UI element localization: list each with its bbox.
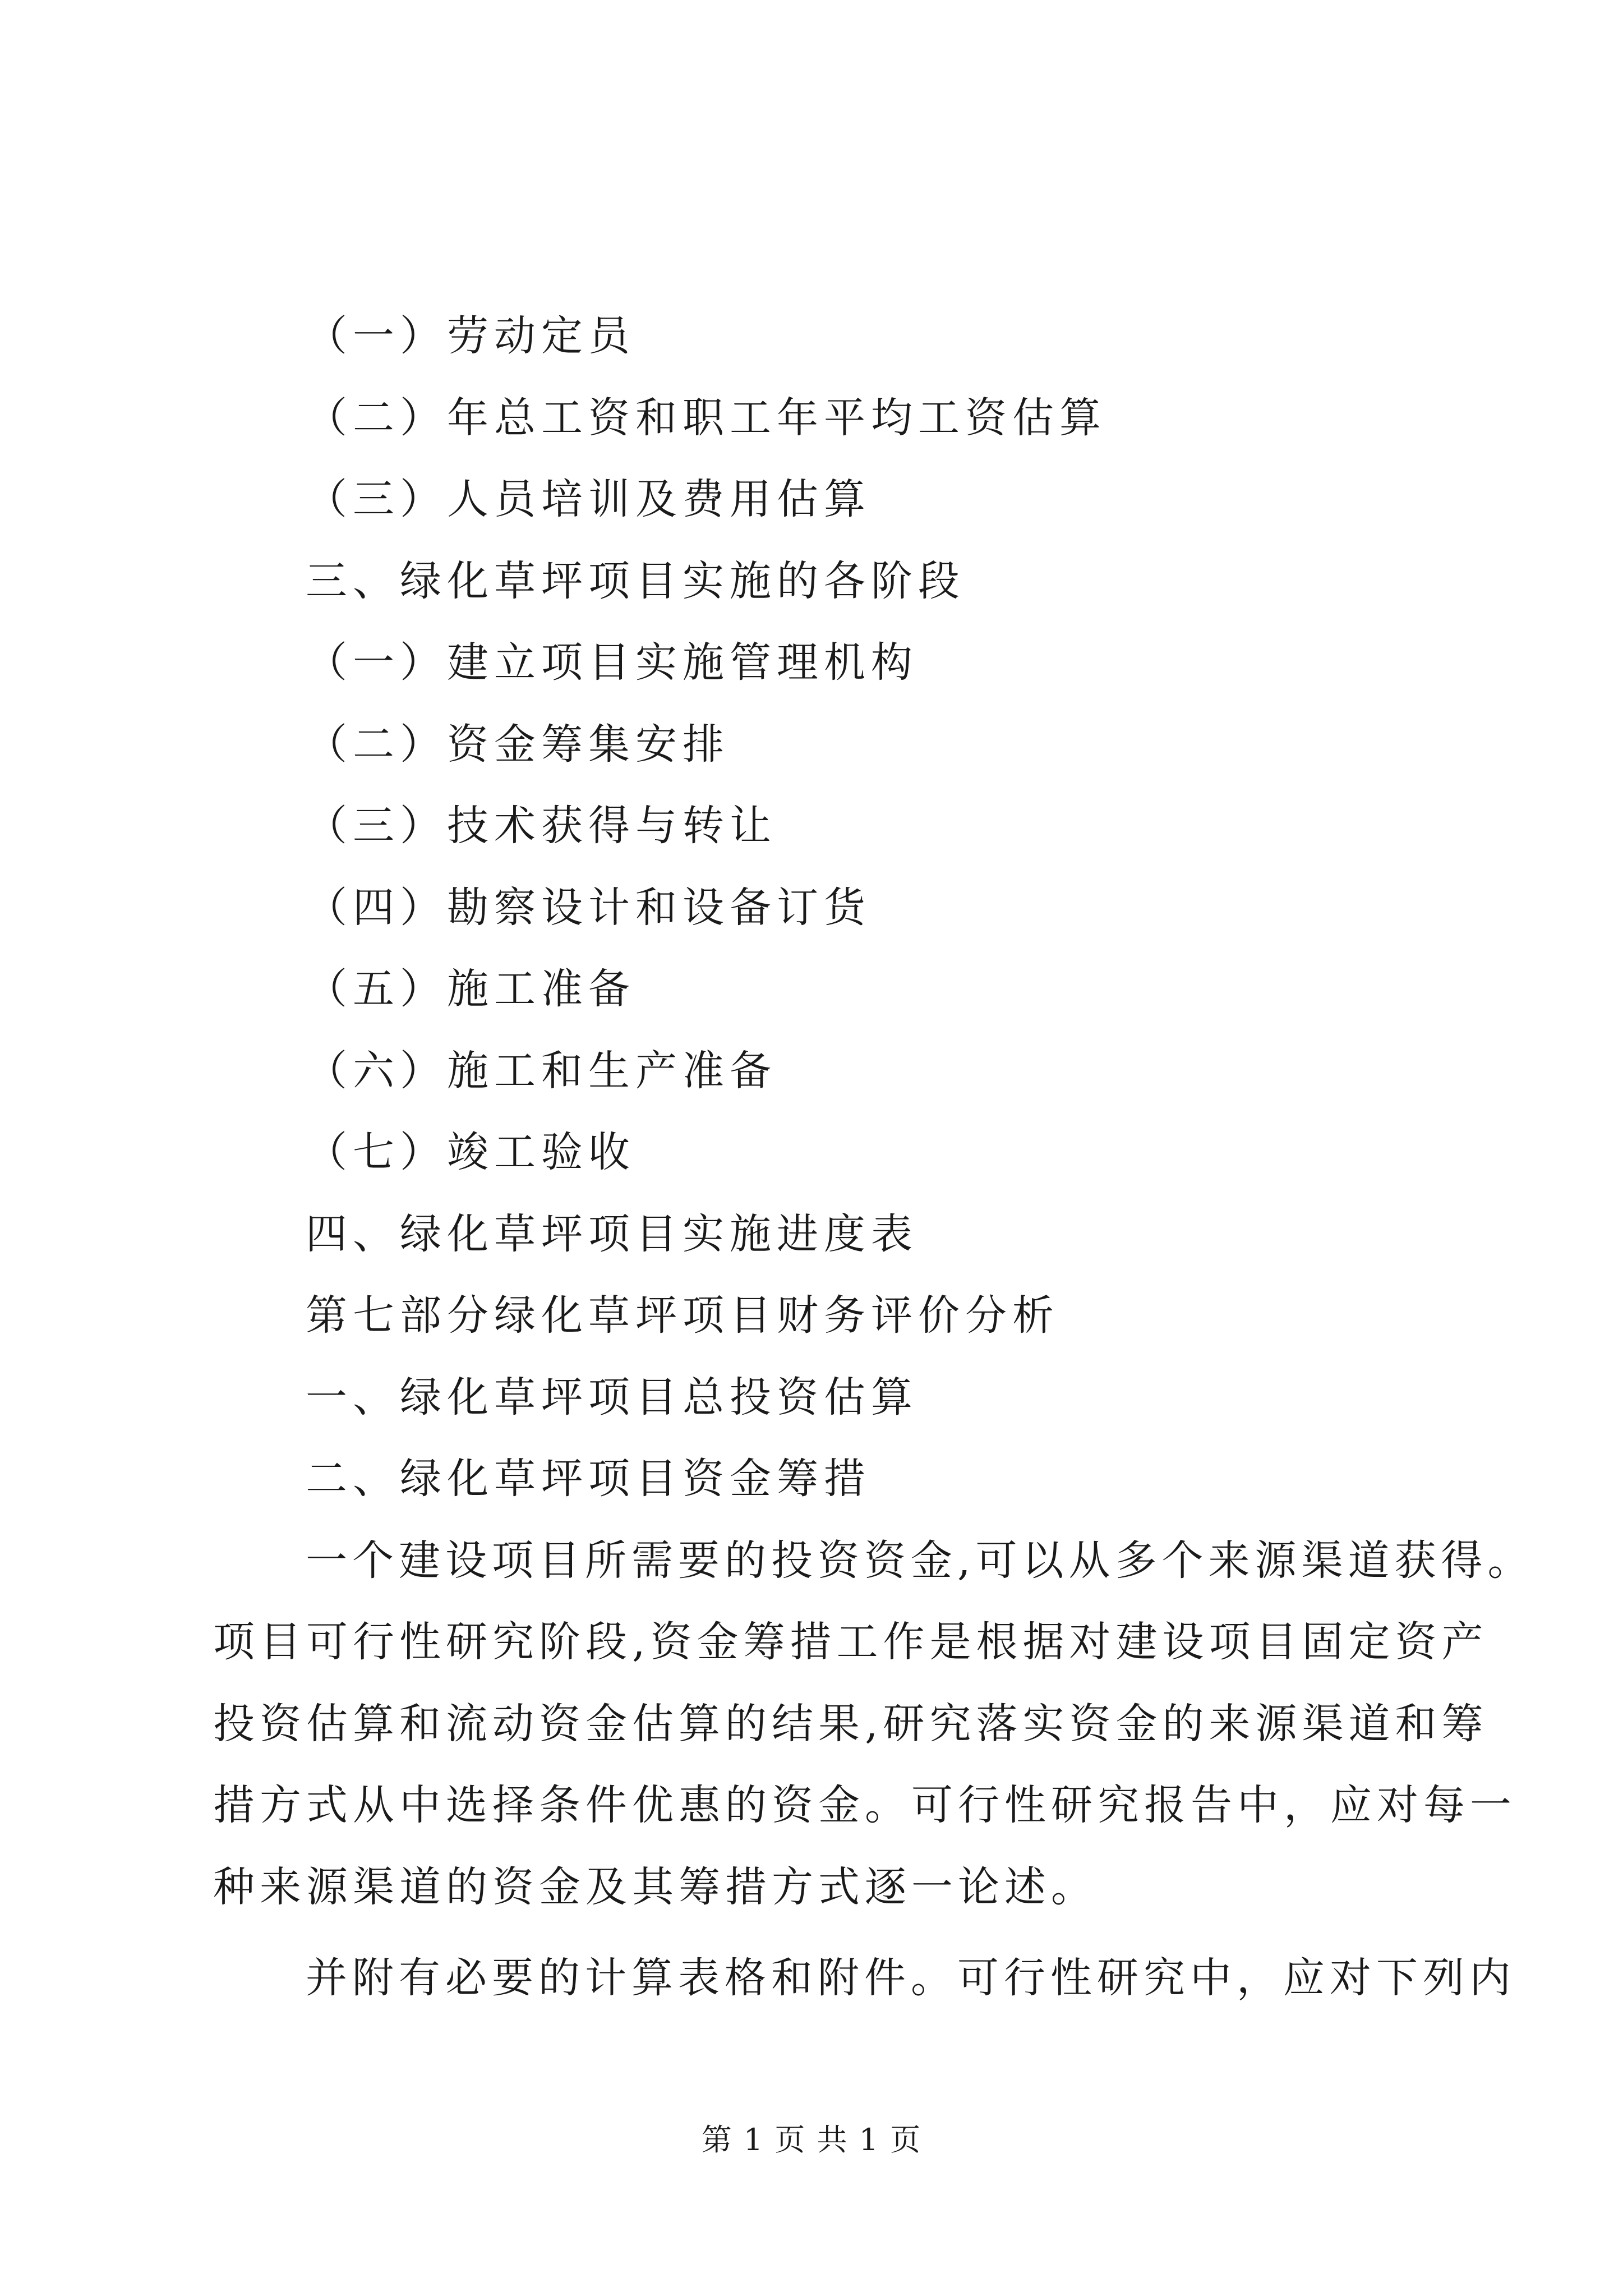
outline-item: （一）劳动定员: [306, 312, 635, 360]
part-heading: 第七部分绿化草坪项目财务评价分析: [306, 1291, 1059, 1340]
paragraph-line: 项目可行性研究阶段,资金筹措工作是根据对建设项目固定资产: [213, 1618, 1488, 1666]
outline-item: （二）资金筹集安排: [306, 720, 730, 769]
section-heading: 四、绿化草坪项目实施进度表: [306, 1210, 918, 1258]
outline-item: （七）竣工验收: [306, 1128, 635, 1176]
paragraph-line: 措方式从中选择条件优惠的资金。可行性研究报告中，应对每一: [213, 1781, 1516, 1829]
section-heading: 二、绿化草坪项目资金筹措: [306, 1455, 871, 1503]
outline-item: （二）年总工资和职工年平均工资估算: [306, 394, 1106, 442]
section-heading: 三、绿化草坪项目实施的各阶段: [306, 557, 965, 605]
page-number-footer: 第 1 页 共 1 页: [701, 2122, 922, 2157]
section-heading: 一、绿化草坪项目总投资估算: [306, 1373, 918, 1421]
paragraph-line: 并附有必要的计算表格和附件。可行性研究中，应对下列内: [306, 1954, 1516, 2002]
outline-item: （三）技术获得与转让: [306, 802, 777, 850]
outline-item: （三）人员培训及费用估算: [306, 475, 871, 523]
outline-item: （四）勘察设计和设备订货: [306, 884, 871, 932]
paragraph-line: 一个建设项目所需要的投资资金,可以从多个来源渠道获得。: [306, 1536, 1534, 1585]
outline-item: （六）施工和生产准备: [306, 1047, 777, 1095]
paragraph-line: 种来源渠道的资金及其筹措方式逐一论述。: [213, 1863, 1098, 1911]
outline-item: （一）建立项目实施管理机构: [306, 638, 918, 687]
paragraph-line: 投资估算和流动资金估算的结果,研究落实资金的来源渠道和筹: [213, 1700, 1488, 1748]
outline-item: （五）施工准备: [306, 965, 635, 1013]
